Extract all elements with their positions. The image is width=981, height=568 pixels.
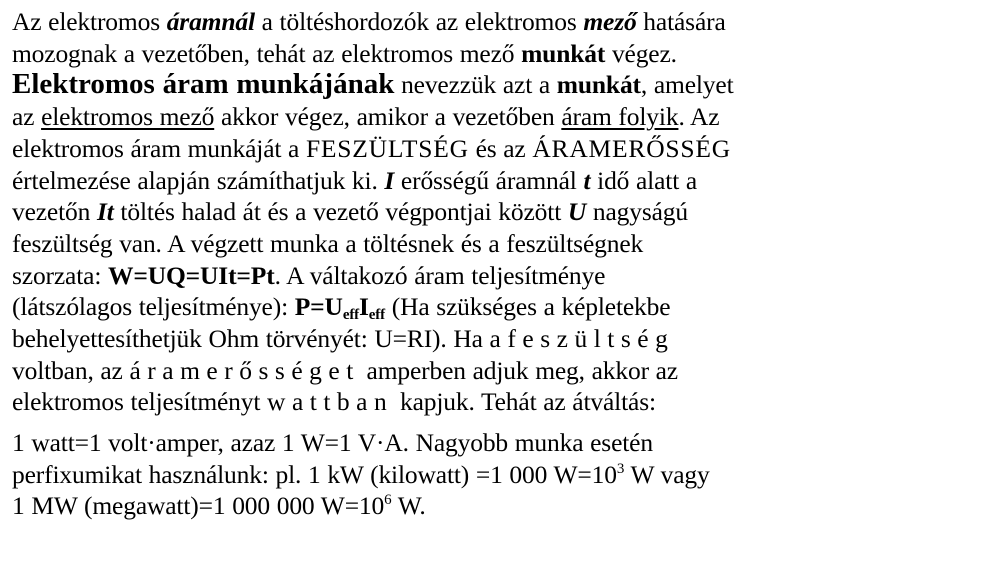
text-run: voltban, az	[12, 355, 130, 385]
text-run: töltés halad át és a vezető végpontjai között	[113, 197, 568, 227]
paragraph-conversion	[12, 427, 974, 522]
text-run: a töltéshordozók az elektromos	[254, 7, 584, 36]
symbol-u: U	[567, 197, 587, 227]
term-munkat: munkát	[521, 38, 606, 68]
text-run: W vagy	[624, 459, 710, 489]
text-run: 1 MW (megawatt)=1 000 000 W=10	[12, 491, 385, 521]
text-run: idő alatt a	[590, 165, 698, 195]
spaced-aramerosseget: áramerősséget	[129, 355, 360, 385]
symbol-it: It	[96, 197, 114, 227]
formula-work: W=UQ=UIt=Pt	[107, 260, 275, 290]
text-run: hatására	[636, 7, 726, 36]
text-run: 1 watt=1 volt·amper, azaz 1 W=1 V·A. Nagyobb munka esetén	[12, 428, 653, 458]
text-run: W.	[391, 491, 426, 521]
paragraph-intro	[12, 6, 974, 418]
text-run: . Az	[678, 102, 720, 132]
text-run: , amelyet	[640, 70, 734, 100]
formula-power-i: I	[359, 292, 369, 322]
text-run: és az	[468, 133, 533, 163]
spaced-wattban: wattban	[267, 387, 394, 417]
term-aramerosseg-caps: ÁRAMERŐSSÉG	[532, 133, 731, 163]
symbol-t: t	[583, 165, 591, 195]
text-run: az	[12, 102, 42, 132]
text-run: nagyságú	[586, 197, 688, 227]
definition-heading: Elektromos áram munkájának	[12, 68, 395, 101]
term-mezo: mező	[583, 7, 637, 36]
text-run: amperben adjuk meg, akkor az	[359, 355, 678, 385]
text-run: behelyettesíthetjük Ohm törvényét: U=RI). Ha a	[12, 324, 508, 354]
term-aramnal: áramnál	[166, 7, 255, 36]
term-feszultseg-caps: FESZÜLTSÉG	[305, 133, 469, 163]
text-run: feszültség van. A végzett munka a töltésnek és a feszültségnek	[12, 228, 644, 258]
text-run: . A váltakozó áram teljesítménye	[274, 260, 606, 290]
underlined-elektromos-mezo: elektromos mező	[41, 102, 215, 132]
text-run: értelmezése alapján számíthatjuk ki.	[12, 165, 385, 195]
subscript-eff: eff	[342, 307, 360, 324]
subscript-eff-2: eff	[368, 307, 385, 324]
term-munkat-2: munkát	[556, 70, 641, 100]
text-run: Az elektromos	[12, 7, 167, 36]
text-run: elektromos áram munkáját a	[12, 133, 306, 163]
document-body	[12, 6, 974, 522]
text-run: akkor végez, amikor a vezetőben	[214, 102, 562, 132]
text-run: kapjuk. Tehát az átváltás:	[393, 387, 656, 417]
text-run: vezetőn	[12, 197, 97, 227]
text-run: (Ha szükséges a képletekbe	[385, 292, 671, 322]
underlined-aram-folyik: áram folyik	[561, 102, 679, 132]
formula-power-lhs: P=U	[294, 292, 343, 322]
text-run: mozognak a vezetőben, tehát az elektromos mező	[12, 38, 522, 68]
text-run: végez.	[605, 38, 677, 68]
formula-power	[294, 292, 385, 324]
text-run: perfixumikat használunk: pl. 1 kW (kilowatt) =1 000 W=10	[12, 459, 617, 489]
text-run: nevezzük azt a	[394, 70, 557, 100]
text-run: elektromos teljesítményt	[12, 387, 268, 417]
exponent-6: 6	[384, 492, 392, 509]
text-run: erősségű áramnál	[394, 165, 584, 195]
exponent-3: 3	[616, 460, 625, 477]
text-run: szorzata:	[12, 260, 108, 290]
text-run: (látszólagos teljesítménye):	[12, 292, 295, 322]
symbol-i: I	[384, 165, 395, 195]
spaced-feszultseg: feszültség	[507, 324, 675, 354]
